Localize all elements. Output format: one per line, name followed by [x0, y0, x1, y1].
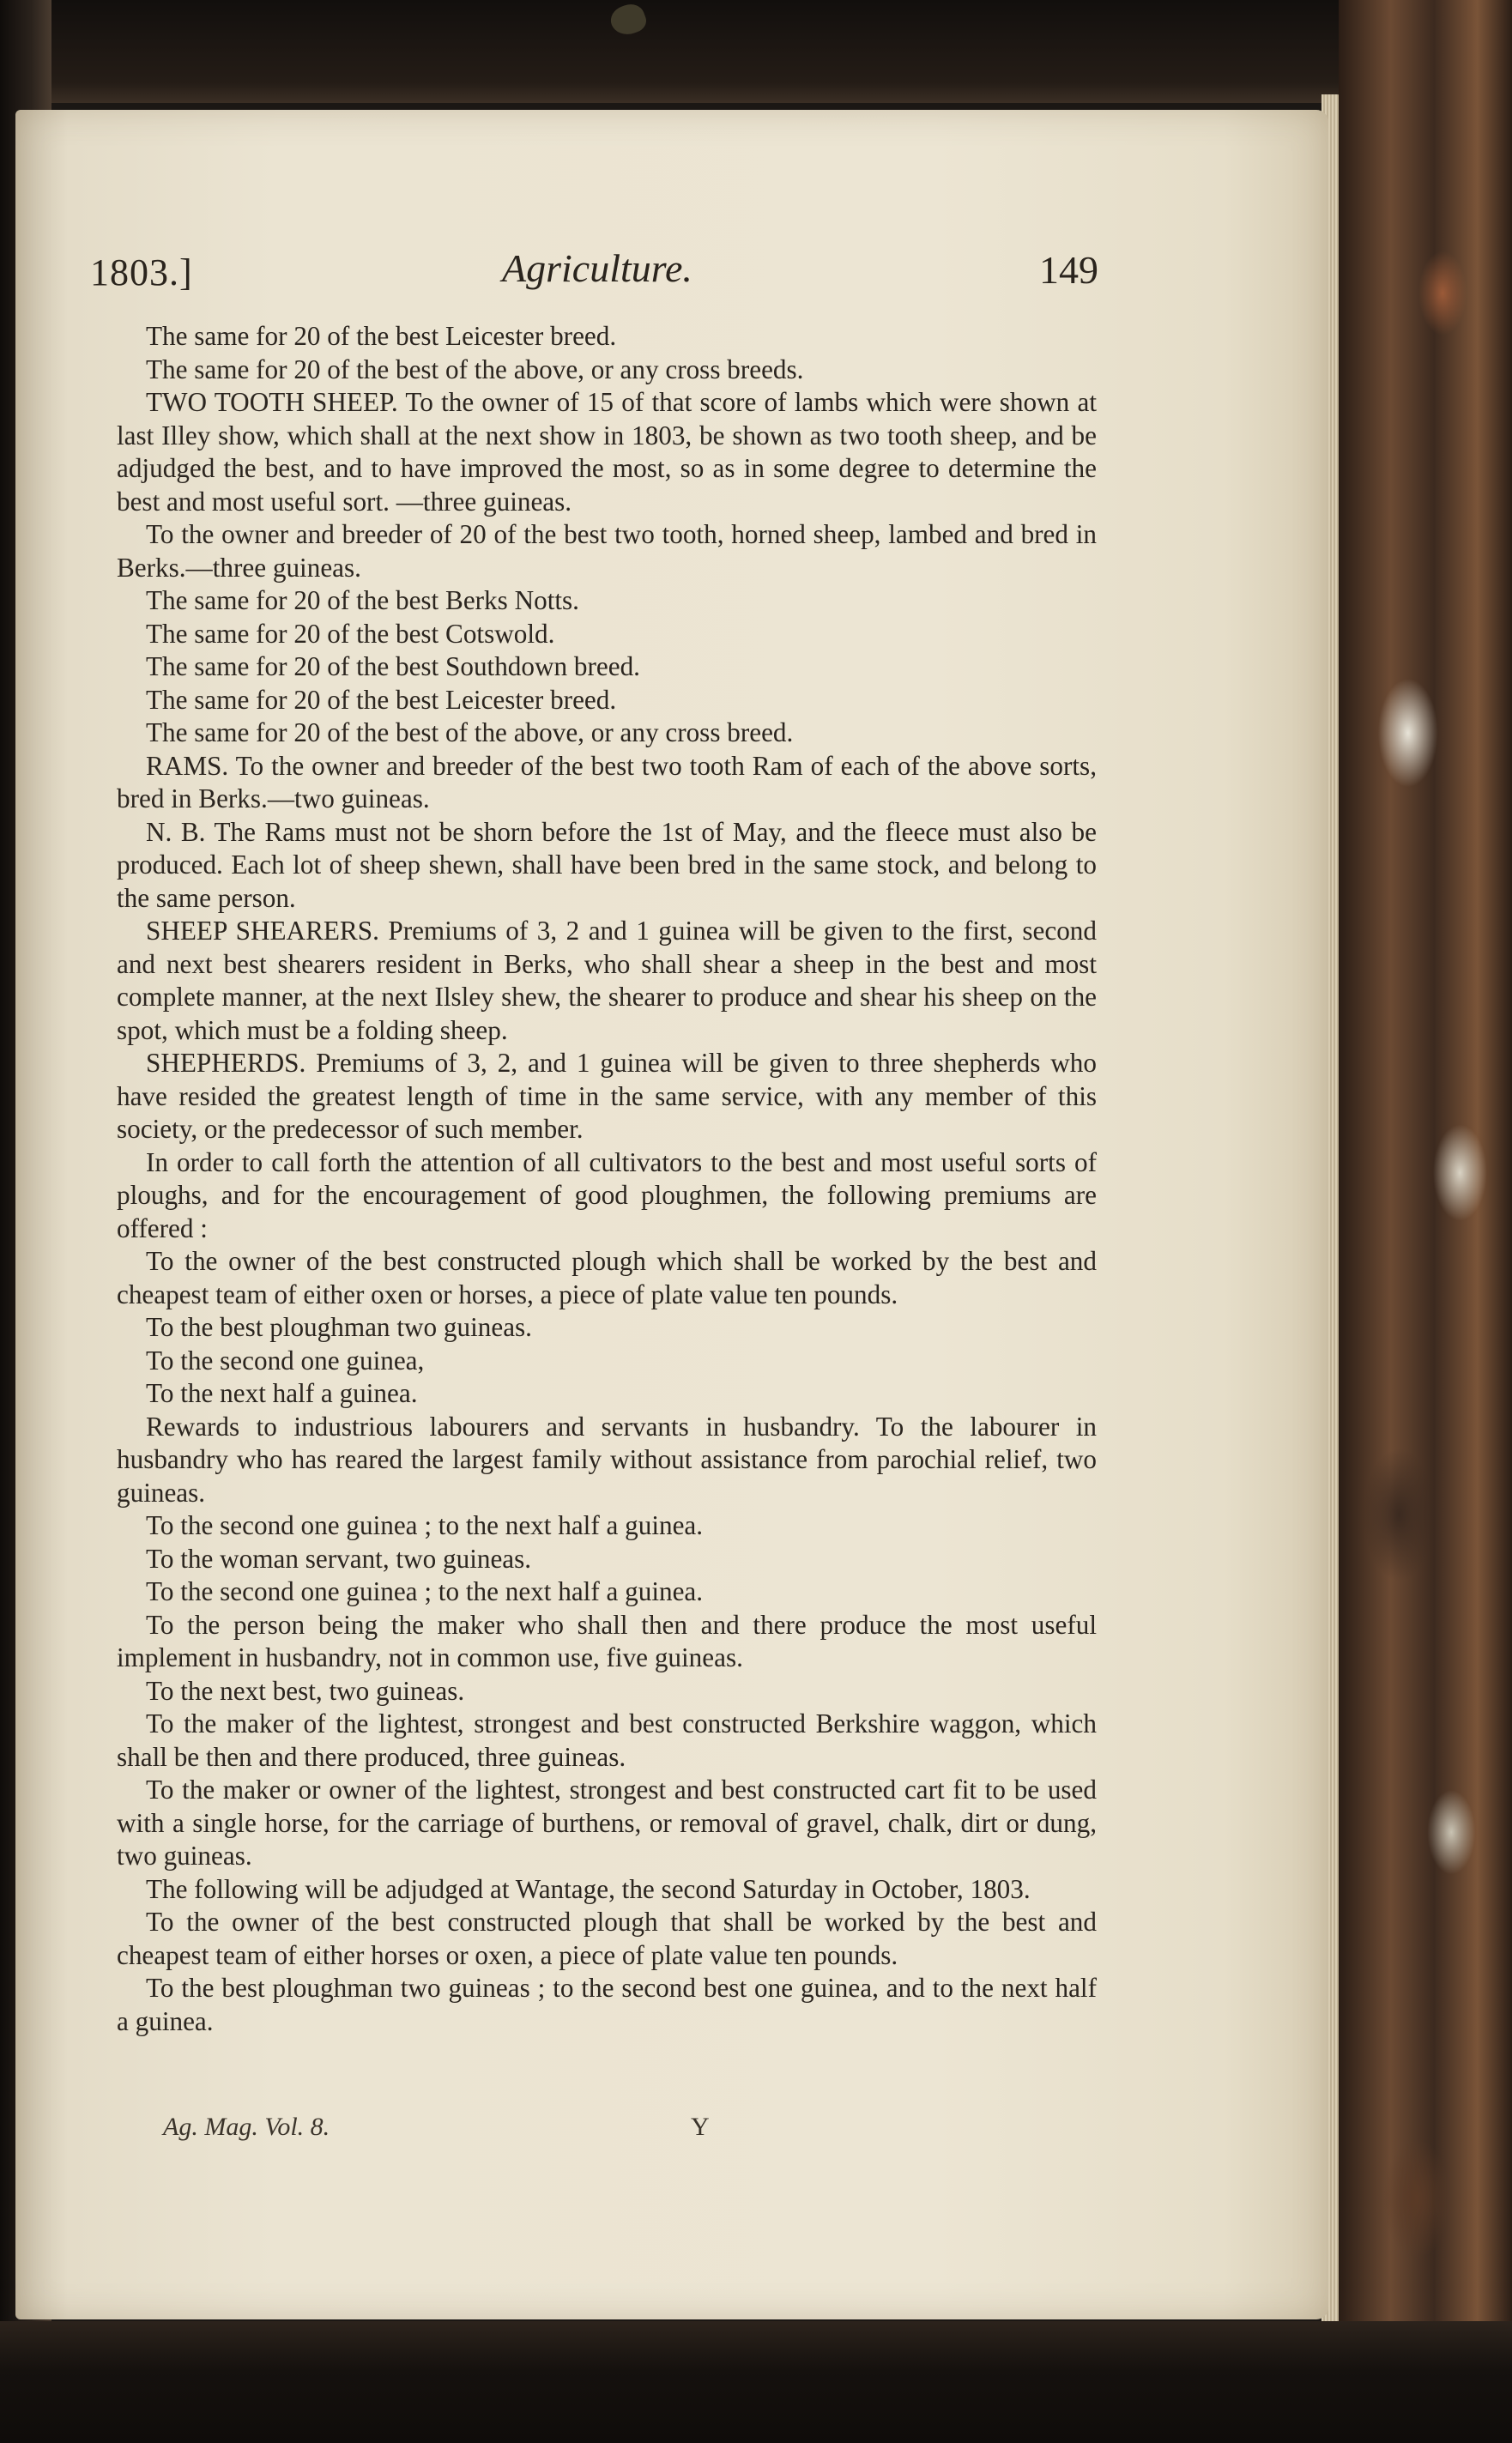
- paragraph: To the second one guinea ; to the next half a guinea.: [146, 1576, 704, 1606]
- paragraph: The same for 20 of the best Leicester breed.: [146, 684, 617, 715]
- paragraph: RAMS. To the owner and breeder of the best two tooth Ram of each of the above sorts, bred in Berks.—two guineas.: [117, 750, 1097, 813]
- paragraph: The following will be adjudged at Wantage, the second Saturday in October, 1803.: [146, 1873, 1031, 1904]
- running-head-title: Agriculture.: [502, 246, 692, 290]
- signature-mark: Y: [691, 2113, 710, 2141]
- top-background: [0, 0, 1512, 103]
- paragraph: To the owner and breeder of 20 of the best two tooth, horned sheep, lambed and bred in Berks.—three guineas.: [117, 519, 1097, 583]
- running-head: [90, 245, 1098, 305]
- paragraph: To the maker or owner of the lightest, strongest and best constructed cart fit to be used with a single horse, for the carriage of burthens, or removal of gravel, chalk, dirt or dung, two guineas.: [117, 1775, 1097, 1871]
- ornament-icon: [607, 0, 649, 39]
- paragraph: SHEPHERDS. Premiums of 3, 2, and 1 guinea will be given to three shepherds who have resided the greatest length of time in the same service, with any member of this society, or the predecessor of such member.: [117, 1048, 1097, 1144]
- page-number: 149: [1039, 248, 1098, 292]
- paragraph: TWO TOOTH SHEEP. To the owner of 15 of that score of lambs which were shown at last Illey show, which shall at the next show in 1803, be shown as two tooth sheep, and be adjudged the best, and to have improved the most, so as in some degree to determine the best and most useful sort. —three guineas.: [117, 387, 1097, 517]
- paragraph: The same for 20 of the best of the above, or any cross breeds.: [146, 354, 804, 384]
- paragraph: To the owner of the best constructed plough which shall be worked by the best and cheapest team of either oxen or horses, a piece of plate value ten pounds.: [117, 1246, 1097, 1309]
- paragraph: The same for 20 of the best Berks Notts.: [146, 585, 579, 615]
- paragraph: To the next best, two guineas.: [146, 1675, 465, 1706]
- paragraph: The same for 20 of the best of the above, or any cross breed.: [146, 717, 794, 747]
- paragraph: Rewards to industrious labourers and servants in husbandry. To the labourer in husbandry who has reared the largest family without assistance from parochial relief, two guineas.: [117, 1411, 1097, 1508]
- paragraph: To the person being the maker who shall then and there produce the most useful implement in husbandry, not in common use, five guineas.: [117, 1609, 1097, 1672]
- paragraph: The same for 20 of the best Cotswold.: [146, 618, 555, 649]
- running-head-year: 1803.]: [90, 251, 193, 293]
- signature-line: Ag. Mag. Vol. 8.: [163, 2113, 330, 2141]
- paragraph: To the best ploughman two guineas ; to the second best one guinea, and to the next half a guinea.: [117, 1973, 1097, 2036]
- page-body-text: [117, 320, 1097, 2038]
- paragraph: The same for 20 of the best Leicester breed.: [146, 321, 617, 351]
- paragraph: To the next half a guinea.: [146, 1378, 418, 1408]
- paragraph: To the owner of the best constructed plough that shall be worked by the best and cheapest team of either horses or oxen, a piece of plate value ten pounds.: [117, 1907, 1097, 1970]
- paragraph: To the second one guinea ; to the next half a guinea.: [146, 1510, 704, 1540]
- paragraph: To the maker of the lightest, strongest and best constructed Berkshire waggon, which shall be then and there produced, three guineas.: [117, 1708, 1097, 1772]
- paragraph: The same for 20 of the best Southdown breed.: [146, 651, 640, 681]
- paragraph: N. B. The Rams must not be shorn before the 1st of May, and the fleece must also be produced. Each lot of sheep shewn, shall have been bred in the same stock, and belong to the same person.: [117, 816, 1097, 913]
- paragraph: To the second one guinea,: [146, 1345, 425, 1376]
- paragraph: SHEEP SHEARERS. Premiums of 3, 2 and 1 guinea will be given to the first, second and next best shearers resident in Berks, who shall shear a sheep in the best and most complete manner, at the next Ilsley shew, the shearer to produce and shear his sheep on the spot, which must be a folding sheep.: [117, 916, 1097, 1045]
- paragraph: To the best ploughman two guineas.: [146, 1312, 532, 1342]
- marbled-cover: [1339, 0, 1512, 2443]
- paragraph: In order to call forth the attention of all cultivators to the best and most useful sorts of ploughs, and for the encouragement of good ploughmen, the following premiums are offered :: [117, 1146, 1097, 1243]
- bottom-background: [0, 2321, 1512, 2443]
- page-footer: [163, 2113, 935, 2147]
- paragraph: To the woman servant, two guineas.: [146, 1543, 532, 1574]
